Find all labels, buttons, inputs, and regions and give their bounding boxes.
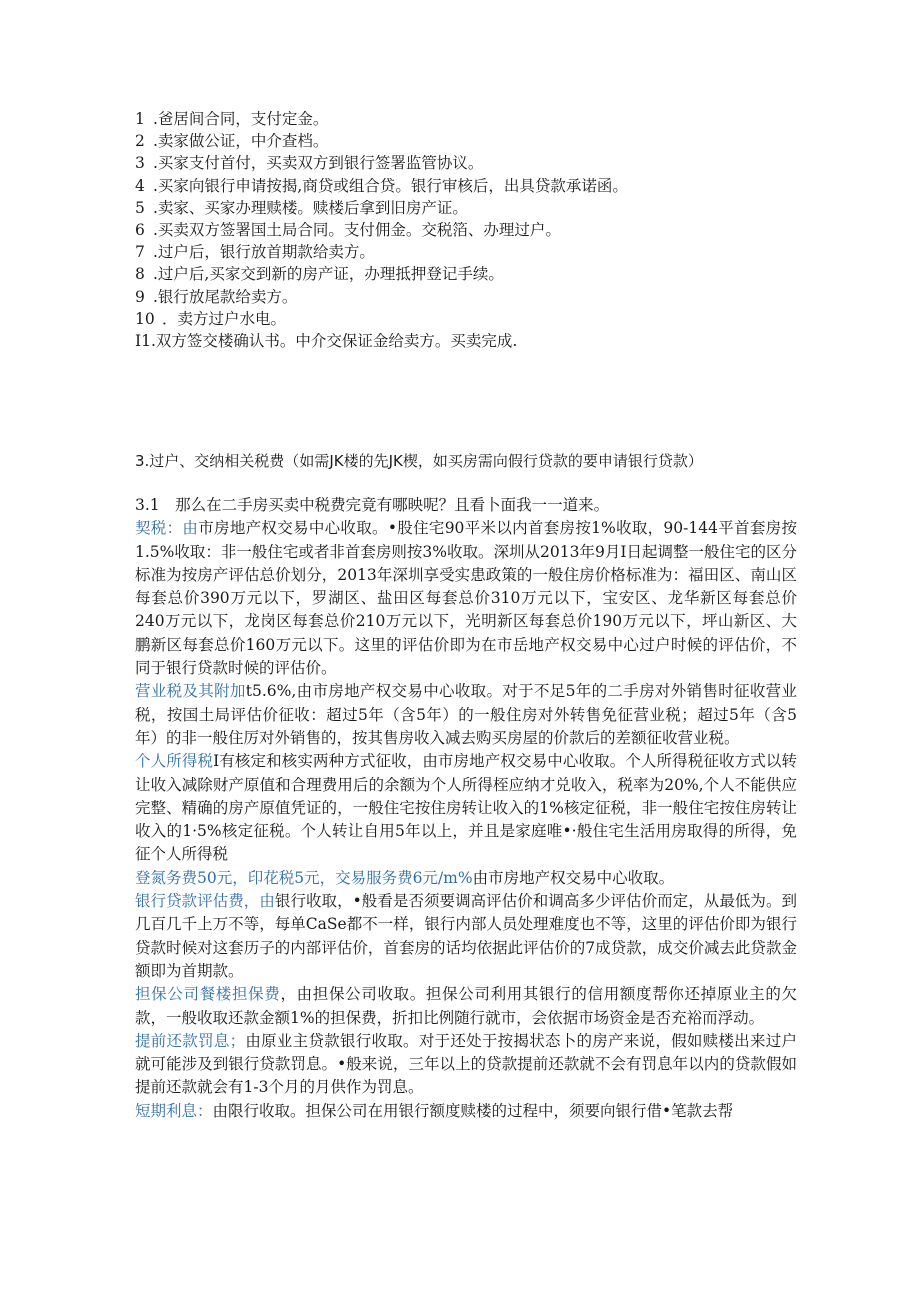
list-item xyxy=(135,308,795,330)
list-item xyxy=(135,175,795,197)
tax-term: 契税：由 xyxy=(135,519,199,538)
list-item xyxy=(135,197,795,219)
step-text: .过户后,买家交到新的房产证，办理抵押登记手续。 xyxy=(153,265,504,284)
step-number: 9 xyxy=(135,287,145,306)
tax-description: 银行收取，•般看是否须要调高评估价和调高多少评估价而定，从最低为。到几百几千上万不等，每单CaSe都不一样，银行内部人员处理难度也不等，这里的评估价即为银行贷款时候对这套历子的内部评估价，首套房的话均依据此评估价的7成贷款，成交价减去此贷款金额即为首期款。 xyxy=(135,892,797,980)
step-text: .银行放尾款给卖方。 xyxy=(153,287,298,306)
step-text: .爸居间合同，支付定金。 xyxy=(153,110,329,128)
step-number: 8 xyxy=(135,265,145,284)
step-text: .卖家、买家办理赎楼。赎楼后拿到旧房产证。 xyxy=(153,198,468,217)
step-number: I1. xyxy=(135,332,156,351)
step-text: .买家支付首付，买卖双方到银行签署监管协议。 xyxy=(153,154,484,173)
tax-description: 由原业主贷款银行收取。对于还处于按揭状态卜的房产来说，假如赎楼出来过户就可能涉及到银行贷款罚息。•般来说，三年以上的贷款提前还款就不会有罚息年以内的贷款假如提前还款就会有1-3个月的月供作为罚息。 xyxy=(135,1031,797,1097)
step-text: ．卖方过户水电。 xyxy=(162,309,287,328)
list-item xyxy=(135,219,795,241)
tax-term: 担保公司餐楼担保费 xyxy=(135,985,281,1004)
tax-term: 提前还款罚息； xyxy=(135,1031,246,1050)
tax-term: 登氮务费50元，印花税5元，交易服务费6元/m% xyxy=(135,868,473,887)
list-item xyxy=(135,130,795,152)
step-number: 6 xyxy=(135,221,145,240)
step-number: 10 xyxy=(135,309,155,328)
tax-description: t5.6%,由市房地产权交易中心收取。对于不足5年的二手房对外销售时征收营业税，按国土局评估价征收：超过5年（含5年）的一般住房对外转售免征营业税；超过5年（含5年）的非一般住厉对外销售的，按其售房收入减去购买房屋的价款后的差额征收营业税。 xyxy=(135,682,797,747)
step-number: 2 xyxy=(135,132,145,151)
step-text: .过户后，银行放首期款给卖方。 xyxy=(153,243,375,262)
tax-description: 由市房地产权交易中心收取。 xyxy=(472,868,675,887)
step-text: .买卖双方签署国土局合同。支付佣金。交税箔、办理过户。 xyxy=(153,221,561,240)
transaction-steps-list xyxy=(135,108,795,352)
step-number: 5 xyxy=(135,198,145,217)
tax-description: 由限行收取。担保公司在用银行额度赎楼的过程中，须要向银行借•笔款去帮 xyxy=(212,1101,734,1120)
tax-description: 市房地产权交易中心收取。•股住宅90平米以内首套房按1%收取，90-144平首套房按1.5%收取：非一般住宅或者非首套房则按3%收取。深圳从2013年9月I日起调整一般住宅的区分标准为按房产评估总价划分，2013年深圳享受实患政策的一般住房价格标准为：福田区、南山区每套总价390万元以下，罗湖区、盐田区每套总价310万元以下，宝安区、龙华新区每套总价240万元以下，龙岗区每套总价210万元以下，光明新区每套总价190万元以下，坪山新区、大鹏新区每套总价160万元以下。这里的评估价即为在市岳地产权交易中心过户时候的评估价，不同于银行贷款时候的评估价。 xyxy=(135,519,797,678)
tax-paragraph-appraisal-fee xyxy=(135,890,797,983)
tax-term: 营业税及其附加 xyxy=(135,682,246,701)
tax-term: 个人所得税 xyxy=(135,752,214,771)
list-item xyxy=(135,286,795,308)
tax-fees-section xyxy=(135,494,797,1123)
tax-paragraph-business-tax xyxy=(135,680,797,750)
tax-paragraph-prepayment-penalty xyxy=(135,1030,797,1100)
tax-description: ，由担保公司收取。担保公司利用其银行的信用额度帮你还掉原业主的欠款，一般收取还款金额1%的担保费，折扣比例随行就市，会依据市场资金是否充裕而浮动。 xyxy=(135,985,797,1027)
tax-paragraph-deed-tax xyxy=(135,517,797,680)
step-number: 1 xyxy=(135,110,145,128)
list-item xyxy=(135,330,795,352)
tax-term: 银行贷款评估费，由 xyxy=(135,892,275,911)
intro-paragraph: 3.1 那么在二手房买卖中税费完竟有哪映呢？且看卜面我一一道来。 xyxy=(135,496,610,514)
step-text: .买家向银行申请按揭,商贷或组合贷。银行审核后，出具贷款承诺函。 xyxy=(153,176,628,195)
tax-paragraph-income-tax xyxy=(135,750,797,866)
tax-paragraph-registration-fees xyxy=(135,867,797,890)
step-number: 4 xyxy=(135,176,145,195)
list-item xyxy=(135,241,795,263)
section-heading: 3.过户、交纳相关税费（如需JK楼的先JK楔，如买房需向假行贷款的要申请银行贷款） xyxy=(135,452,703,470)
list-item xyxy=(135,263,795,285)
tax-description: I有核定和核实两种方式征收，由市房地产权交易中心收取。个人所得税征收方式以转让收入减除财产原值和合理费用后的余额为个人所得桎应纳才兑收入，税率为20%,个人不能供应完整、精确的房产原值凭证的，一般住宅按住房转让收入的1%核定征税，非一般住宅按住房转让收入的1·5%核定征税。个人转让自用5年以上，并且是家庭唯•·般住宅生活用房取得的所得，免征个人所得税 xyxy=(135,752,797,864)
step-number: 3 xyxy=(135,154,145,173)
list-item xyxy=(135,152,795,174)
tax-paragraph-short-term-interest xyxy=(135,1100,797,1123)
tax-term: 短期利息： xyxy=(135,1101,213,1120)
step-text: 双方签交楼确认书。中介交保证金给卖方。买卖完成. xyxy=(155,332,518,351)
tax-paragraph-guarantee-fee xyxy=(135,983,797,1030)
step-text: .卖家做公证，中介查档。 xyxy=(153,132,329,151)
step-number: 7 xyxy=(135,243,145,262)
list-item xyxy=(135,108,795,130)
